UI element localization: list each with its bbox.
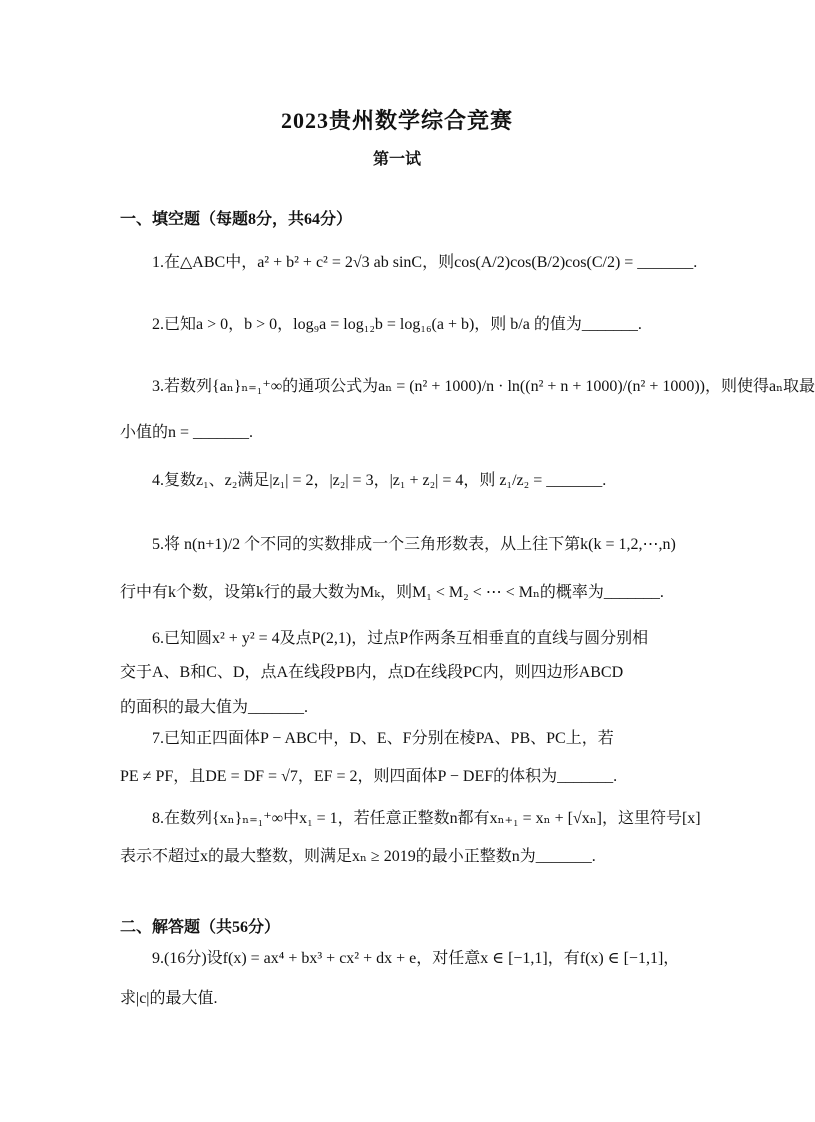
question-line: 3.若数列{aₙ}ₙ₌₁⁺∞的通项公式为aₙ = (n² + 1000)/n · ln((n² + n + 1000)/(n² + 1000))，则使得aₙ取最 [152,378,815,395]
question-line: 的面积的最大值为_______. [120,698,309,716]
question-2 [120,310,680,340]
question-line: 4.复数z₁、z₂满足|z₁| = 2，|z₂| = 3，|z₁ + z₂| = 4，则 z₁/z₂ = _______. [152,472,607,489]
question-line: 求|c|的最大值. [120,990,218,1008]
question-5 [120,530,680,609]
question-7 [120,724,680,793]
question-1 [120,248,698,278]
question-line: 2.已知a > 0，b > 0，log₉a = log₁₂b = log₁₆(a + b)，则 b/a 的值为_______. [152,316,642,333]
question-line: 行中有k个数，设第k行的最大数为Mₖ，则M₁ < M₂ < ⋯ < Mₙ的概率为_______. [120,584,664,602]
question-line: 6.已知圆x² + y² = 4及点P(2,1)，过点P作两条互相垂直的直线与圆分别相 [152,630,649,647]
question-line: 1.在△ABC中，a² + b² + c² = 2√3 ab sinC，则cos(A/2)cos(B/2)cos(C/2) = _______. [152,254,698,271]
question-9 [120,944,680,1015]
section-heading-answer: 二、解答题（共56分） [120,919,281,936]
question-line: PE ≠ PF，且DE = DF = √7，EF = 2，则四面体P − DEF的体积为_______. [120,768,618,786]
page-subtitle: 第一试 [372,151,421,168]
question-6 [120,624,680,723]
question-line: 表示不超过x的最大整数，则满足xₙ ≥ 2019的最小正整数n为_______. [120,848,596,866]
question-line: 7.已知正四面体P − ABC中，D、E、F分别在棱PA、PB、PC上，若 [152,730,614,747]
question-3 [120,372,815,449]
question-line: 小值的n = _______. [120,424,254,442]
question-8 [120,804,701,873]
question-line: 9.(16分)设f(x) = ax⁴ + bx³ + cx² + dx + e，对任意x ∈ [−1,1]，有f(x) ∈ [−1,1]， [152,950,680,967]
question-line: 交于A、B和C、D，点A在线段PB内，点D在线段PC内，则四边形ABCD [120,664,624,682]
question-line: 5.将 n(n+1)/2 个不同的实数排成一个三角形数表，从上往下第k(k = 1,2,⋯,n) [152,536,676,553]
section-heading-fill-blank: 一、填空题（每题8分，共64分） [120,211,353,228]
page-title: 2023贵州数学综合竞赛 [280,108,513,133]
question-4 [120,466,680,496]
question-line: 8.在数列{xₙ}ₙ₌₁⁺∞中x₁ = 1，若任意正整数n都有xₙ₊₁ = xₙ + [√xₙ]，这里符号[x] [152,810,701,827]
